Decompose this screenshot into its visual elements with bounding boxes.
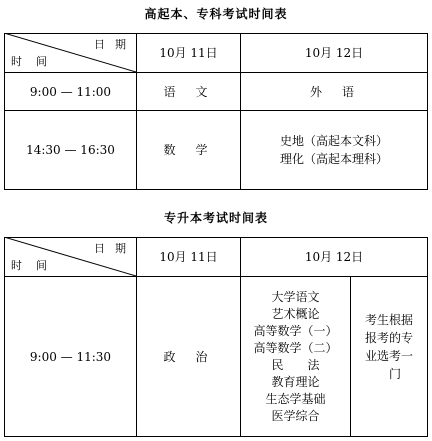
table1-row2-day1: 数学 (163, 143, 228, 157)
subject-item: 医学综合 (271, 408, 320, 423)
table2-corner-time: 时间 (11, 259, 61, 272)
note-line: 门 (388, 366, 401, 381)
table2-corner-date: 日期 (94, 242, 136, 255)
subject-item: 高等数学（一） (253, 323, 338, 338)
table2-note (351, 277, 427, 436)
table1-row2-day2-line1: 史地（高起本文科） (279, 134, 388, 148)
subject-item: 教育理论 (271, 374, 320, 389)
subject-item: 民 法 (271, 357, 320, 372)
table2-title: 专升本考试时间表 (163, 211, 268, 225)
note-line: 报考的专 (364, 330, 413, 345)
table1-title: 高起本、专科考试时间表 (144, 7, 288, 21)
note-line: 考生根据 (364, 312, 413, 327)
table1-corner-date: 日期 (94, 38, 136, 51)
table2-row-day1: 政治 (163, 349, 228, 364)
table1-row1-time: 9:00 — 11:00 (29, 84, 112, 99)
table1-row2-time: 14:30 — 16:30 (26, 143, 115, 157)
subject-item: 艺术概论 (271, 306, 320, 321)
table1-col-header-2: 10月 12日 (304, 46, 364, 60)
table1-row2-day2 (241, 111, 427, 189)
subject-item: 生态学基础 (265, 391, 326, 406)
table1-corner-time: 时间 (11, 55, 61, 68)
subject-item: 高等数学（二） (253, 340, 338, 355)
table2-col-header-2: 10月 12日 (304, 250, 364, 264)
table2-row-time: 9:00 — 11:30 (29, 349, 112, 364)
subject-item: 大学语文 (271, 289, 320, 304)
note-line: 业选考一 (364, 348, 413, 363)
table1-col-header-1: 10月 11日 (159, 46, 218, 60)
table1-row2-day2-line2: 理化（高起本理科） (279, 152, 388, 166)
table1-row1-day1: 语文 (163, 84, 228, 99)
table1-row1-day2: 外语 (309, 84, 374, 99)
table2-col-header-1: 10月 11日 (159, 250, 218, 264)
table2-subject-list (241, 277, 350, 436)
